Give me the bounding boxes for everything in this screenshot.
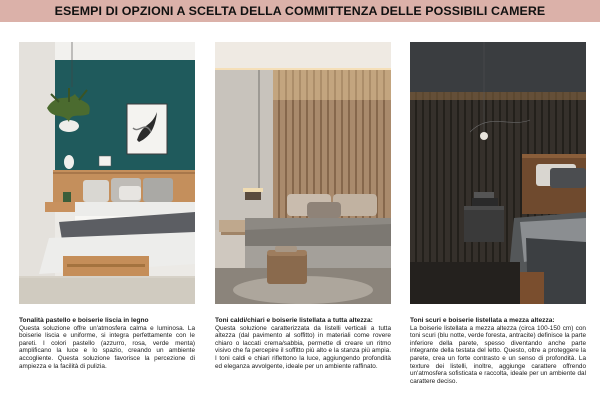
option-description-dark: La boiserie listellata a mezza altezza (circa 100-150 cm) con toni scuri (blu notte, verde foresta, antracite) definisce la parte inferiore della parete, spesso diventando anche parte integrante della testata del letto. Questo, oltre a proteggere la parete, crea un forte contrasto e un senso di profondità. La texture dei listelli, inoltre, aggiunge carattere offrendo un'atmosfera sofisticata e raccolta, ideale per un ambiente dal carattere deciso. — [410, 324, 586, 385]
page-title: ESEMPI DI OPZIONI A SCELTA DELLA COMMITTENZA DELLE POSSIBILI CAMERE — [54, 4, 546, 18]
bedroom-photo-pastel — [19, 42, 195, 304]
header-banner — [0, 0, 600, 22]
option-title-dark: Toni scuri e boiserie listellata a mezza altezza: — [410, 317, 555, 324]
bedroom-photo-warm — [215, 42, 391, 304]
option-title-warm: Toni caldi/chiari e boiserie listellata a tutta altezza: — [215, 317, 373, 324]
option-description-warm: Questa soluzione caratterizzata da listelli verticali a tutta altezza (dal pavimento al soffitto) in materiali come rovere chiaro o laccati crema/sabbia, permette di creare un ritmo visivo che fa percepire il soffitto più alto e la stanza più ampia. I toni caldi e chiari riflettono la luce, aggiungendo profondità ed eleganza avvolgente, ideale per un ambiente raffinato. — [215, 324, 391, 370]
bedroom-photo-dark — [410, 42, 586, 304]
option-title-pastel: Tonalità pastello e boiserie liscia in legno — [19, 317, 149, 324]
option-card-dark — [410, 42, 586, 385]
option-caption-pastel — [19, 317, 195, 370]
option-description-pastel: Questa soluzione offre un'atmosfera calma e luminosa. La boiserie liscia e uniforme, si integra perfettamente con le pareti. I colori pastello (azzurro, rosa, verde menta) amplificano la luce e lo spazio, creando un ambiente accogliente. Questa soluzione favorisce la percezione di ampiezza e la facilità di pulizia. — [19, 324, 195, 370]
option-card-pastel — [19, 42, 195, 370]
option-caption-dark — [410, 317, 586, 385]
option-card-warm — [215, 42, 391, 370]
option-caption-warm — [215, 317, 391, 370]
